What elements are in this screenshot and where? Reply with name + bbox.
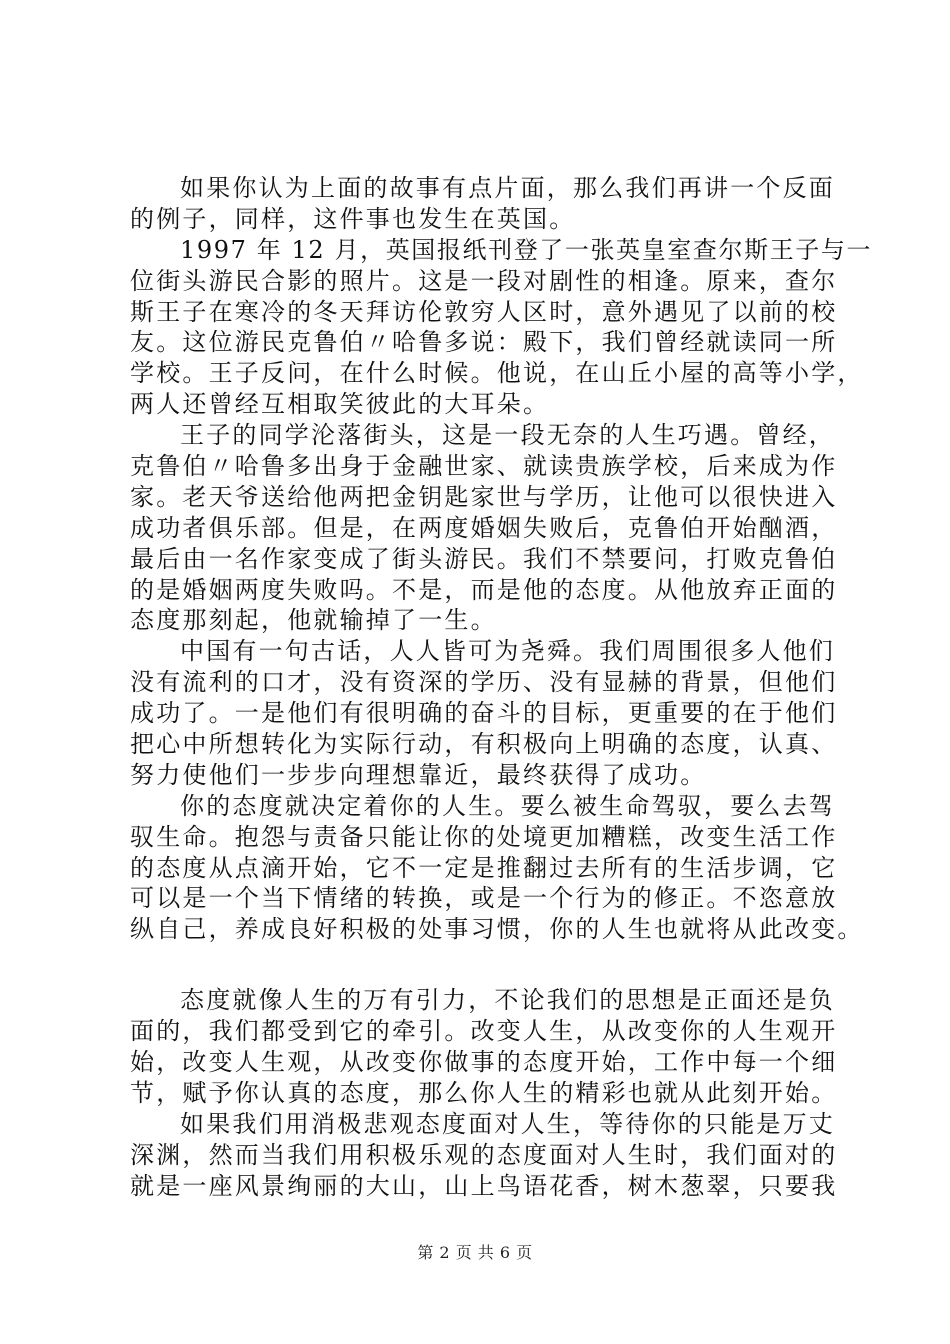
text-line: 学校。王子反问，在什么时候。他说，在山丘小屋的高等小学， xyxy=(130,359,864,388)
text-line: 态度就像人生的万有引力，不论我们的思想是正面还是负 xyxy=(180,986,835,1015)
text-line: 没有流利的口才，没有资深的学历、没有显赫的背景，但他们 xyxy=(130,668,838,697)
text-line: 友。这位游民克鲁伯〃哈鲁多说：殿下，我们曾经就读同一所 xyxy=(130,328,838,357)
text-line: 把心中所想转化为实际行动，有积极向上明确的态度，认真、 xyxy=(130,730,838,759)
text-line: 的例子，同样，这件事也发生在英国。 xyxy=(130,204,576,233)
text-line: 王子的同学沦落街头，这是一段无奈的人生巧遇。曾经， xyxy=(180,421,835,450)
text-line: 你的态度就决定着你的人生。要么被生命驾驭，要么去驾 xyxy=(180,791,835,820)
text-line: 的是婚姻两度失败吗。不是，而是他的态度。从他放弃正面的 xyxy=(130,575,838,604)
text-line: 就是一座风景绚丽的大山，山上鸟语花香，树木葱翠，只要我 xyxy=(130,1171,838,1200)
page-footer xyxy=(0,1243,950,1263)
text-line: 成功了。一是他们有很明确的奋斗的目标，更重要的在于他们 xyxy=(130,699,838,728)
text-line: 纵自己，养成良好积极的处事习惯，你的人生也就将从此改变。 xyxy=(130,915,864,944)
document-body xyxy=(130,173,873,1202)
text-line: 始，改变人生观，从改变你做事的态度开始，工作中每一个细 xyxy=(130,1048,838,1077)
text-line: 位街头游民合影的照片。这是一段对剧性的相逢。原来，查尔 xyxy=(130,266,838,295)
text-line: 斯王子在寒冷的冬天拜访伦敦穷人区时，意外遇见了以前的校 xyxy=(130,297,838,326)
text-line: 面的，我们都受到它的牵引。改变人生，从改变你的人生观开 xyxy=(130,1017,838,1046)
text-line: 克鲁伯〃哈鲁多出身于金融世家、就读贵族学校，后来成为作 xyxy=(130,452,838,481)
text-line: 如果我们用消极悲观态度面对人生，等待你的只能是万丈 xyxy=(180,1109,835,1138)
text-line: 深渊，然而当我们用积极乐观的态度面对人生时，我们面对的 xyxy=(130,1140,838,1169)
page-number: 第 2 页 共 6 页 xyxy=(417,1243,533,1262)
text-line: 努力使他们一步步向理想靠近，最终获得了成功。 xyxy=(130,760,707,789)
text-line: 中国有一句古话，人人皆可为尧舜。我们周围很多人他们 xyxy=(180,637,835,666)
text-line: 节，赋予你认真的态度，那么你人生的精彩也就从此刻开始。 xyxy=(130,1078,838,1107)
text-line: 1997 年 12 月，英国报纸刊登了一张英皇室查尔斯王子与一 xyxy=(180,235,873,264)
text-line: 可以是一个当下情绪的转换，或是一个行为的修正。不恣意放 xyxy=(130,884,838,913)
text-line: 如果你认为上面的故事有点片面，那么我们再讲一个反面 xyxy=(180,174,835,202)
text-line: 两人还曾经互相取笑彼此的大耳朵。 xyxy=(130,390,550,419)
blank-line xyxy=(130,945,830,985)
text-line: 态度那刻起，他就输掉了一生。 xyxy=(130,606,497,635)
text-line: 最后由一名作家变成了街头游民。我们不禁要问，打败克鲁伯 xyxy=(130,544,838,573)
text-line: 成功者俱乐部。但是，在两度婚姻失败后，克鲁伯开始酗酒， xyxy=(130,513,838,542)
text-line: 驭生命。抱怨与责备只能让你的处境更加糟糕，改变生活工作 xyxy=(130,822,838,851)
text-line: 家。老天爷送给他两把金钥匙家世与学历，让他可以很快进入 xyxy=(130,482,838,511)
text-line: 的态度从点滴开始，它不一定是推翻过去所有的生活步调，它 xyxy=(130,853,838,882)
